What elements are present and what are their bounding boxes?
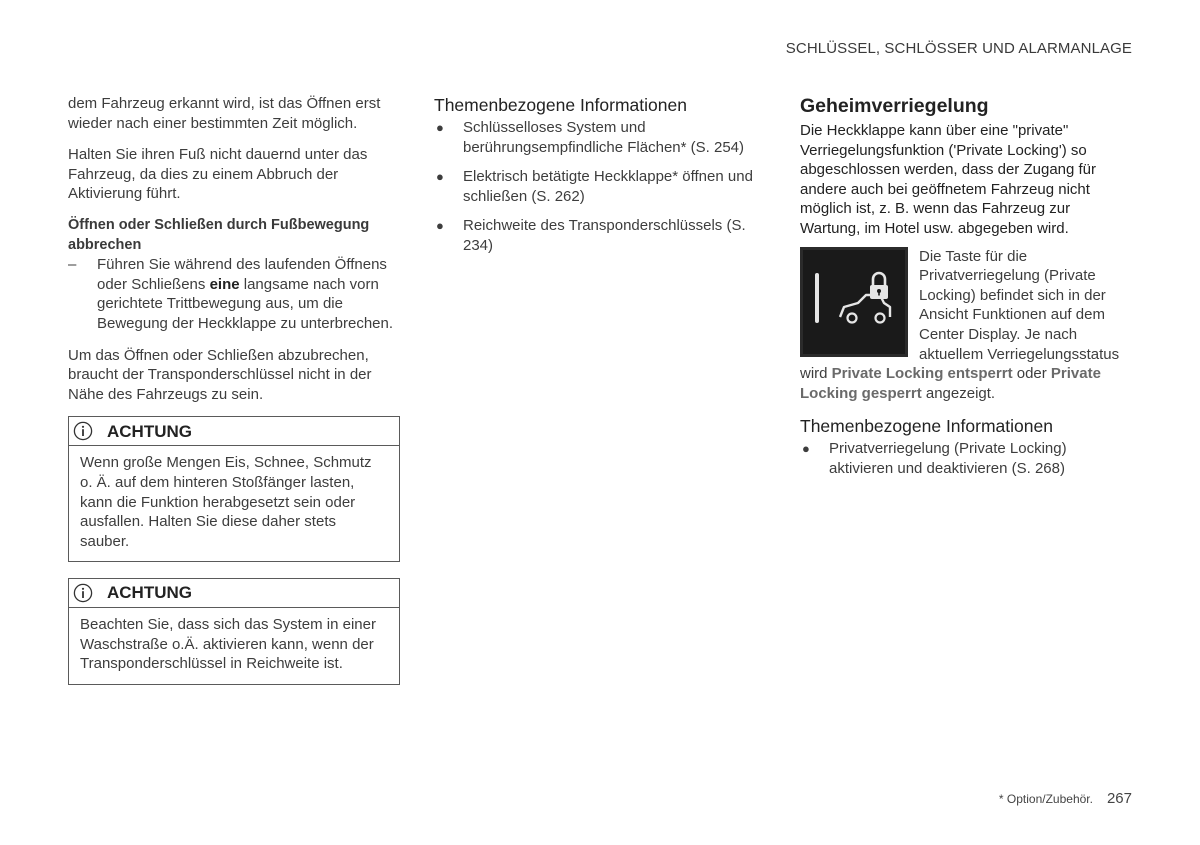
image-text-block: [800, 247, 1134, 404]
list-item[interactable]: [800, 439, 1134, 478]
info-icon: [73, 583, 93, 603]
caption-text-b: oder: [1012, 365, 1051, 383]
paragraph: Um das Öffnen oder Schließen abzubrechen, braucht der Transponderschlüssel nicht in der Nähe des Fahrzeugs zu sein.: [68, 346, 372, 403]
status-unlocked-label: Private Locking entsperrt: [831, 365, 1013, 383]
dash-marker: –: [68, 256, 77, 274]
list-item[interactable]: [434, 118, 768, 157]
bullet-marker: ●: [436, 120, 444, 135]
subheading: Öffnen oder Schließen durch Fußbewegung abbrechen: [68, 216, 370, 253]
dash-emphasis: eine: [209, 275, 240, 293]
column-middle: [434, 94, 768, 266]
paragraph: dem Fahrzeug erkannt wird, ist das Öffnen erst wieder nach einer bestimmten Zeit möglich.: [68, 95, 381, 132]
info-icon: [73, 421, 93, 441]
lead-paragraph: Die Heckklappe kann über eine "private" Verriegelungsfunktion ('Private Locking') so abgeschlossen werden, dass der Zugang für andere auch bei geöffnetem Fahrzeug nicht möglich ist, z. B. wenn das Fahrzeug zur Wartung, im Hotel usw. abgegeben wird.: [800, 122, 1097, 237]
list-item-text[interactable]: Elektrisch betätigte Heckklappe* öffnen und schließen (S. 262): [463, 168, 753, 205]
warning-box: [68, 578, 400, 685]
warning-title: ACHTUNG: [107, 583, 192, 603]
section-heading: Geheimverriegelung: [800, 95, 989, 117]
footnote: * Option/Zubehör.: [998, 792, 1093, 806]
column-right: [800, 94, 1134, 489]
column-left: [68, 94, 400, 685]
status-locked-label: Private Locking gesperrt: [800, 365, 1101, 402]
paragraph: Halten Sie ihren Fuß nicht dauernd unter das Fahrzeug, da dies zu einem Abbruch der Aktivierung führt.: [68, 146, 368, 203]
page-number: 267: [1106, 790, 1132, 807]
bullet-marker: ●: [802, 441, 810, 457]
list-item-text[interactable]: Schlüsselloses System und berührungsempfindliche Flächen* (S. 254): [463, 119, 744, 156]
running-header: SCHLÜSSEL, SCHLÖSSER UND ALARMANLAGE: [785, 40, 1132, 57]
list-item-text[interactable]: Reichweite des Transponderschlüssels (S. 234): [463, 217, 746, 254]
warning-text: Beachten Sie, dass sich das System in einer Waschstraße o.Ä. aktivieren kann, wenn der Transponderschlüssel in Reichweite ist.: [80, 616, 376, 673]
lock-car-icon: [800, 247, 908, 357]
warning-header: [69, 579, 399, 608]
list-item[interactable]: [434, 167, 768, 206]
list-item[interactable]: [434, 216, 768, 255]
bullet-marker: ●: [436, 218, 444, 234]
caption-text-a: Die Taste für die Privatverriegelung (Private Locking) befindet sich in der Ansicht Funktionen auf dem Center Display. Je nach aktuellem Verriegelungsstatus wird: [800, 247, 1120, 383]
page-footer: [999, 790, 1132, 807]
related-info-heading: Themenbezogene Informationen: [800, 416, 1053, 437]
related-info-heading: Themenbezogene Informationen: [434, 95, 687, 115]
list-item-text[interactable]: Privatverriegelung (Private Locking) aktivieren und deaktivieren (S. 268): [829, 440, 1067, 477]
caption-text-c: angezeigt.: [921, 384, 996, 402]
warning-title: ACHTUNG: [107, 421, 192, 441]
warning-box: [68, 416, 400, 562]
private-locking-button-icon: [800, 247, 908, 357]
dash-text-b: langsame nach vorn gerichtete Trittbewegung aus, um die Bewegung der Heckklappe zu unterbrechen.: [97, 275, 394, 332]
warning-header: [69, 417, 399, 446]
dash-text-a: Führen Sie während des laufenden Öffnens oder Schließens: [97, 256, 387, 293]
warning-text: Wenn große Mengen Eis, Schnee, Schmutz o. Ä. auf dem hinteren Stoßfänger lasten, kann die Funktion herabgesetzt sein oder ausfallen. Halten Sie diese daher stets sauber.: [80, 454, 372, 550]
bullet-marker: ●: [436, 169, 444, 185]
dash-list-item: [68, 255, 400, 333]
